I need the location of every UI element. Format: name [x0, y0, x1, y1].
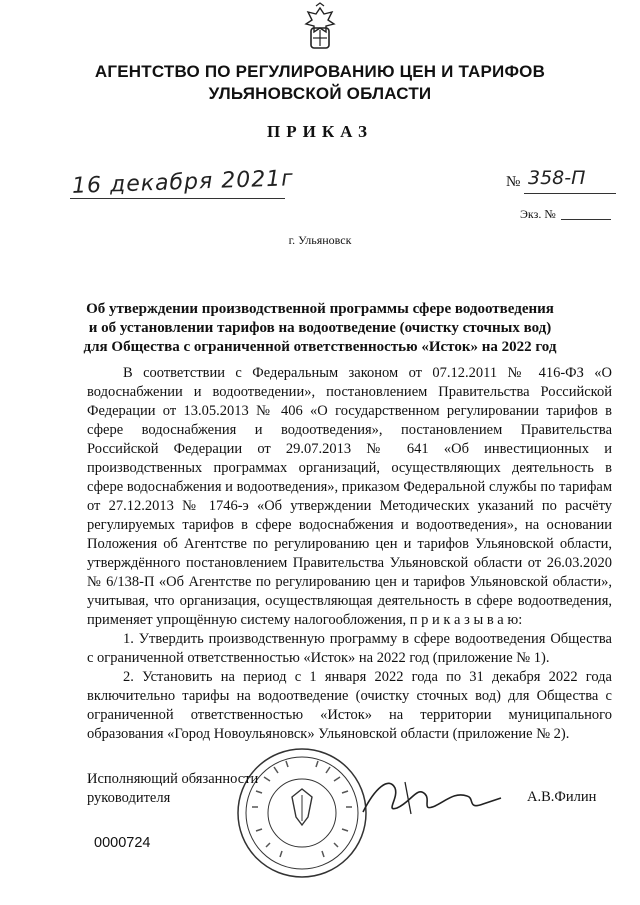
city: г. Ульяновск — [288, 233, 352, 247]
handwritten-number: 358-П — [528, 167, 586, 189]
preamble-paragraph: В соответствии с Федеральным законом от 07.12.2011 № 416-ФЗ «О водоснабжении и водоотведении», постановлением Правительства Российской Федерации от 13.05.2013 № 406 «О государственном регулировании тарифов в сфере водоснабжения и водоотведения», постановлением Правительства Российской Федерации от 29.07.2013 № 641 «Об инвестиционных и производственных программах организаций, осуществляющих деятельность в сфере водоснабжения и водоотведения», приказом Федеральной службы по тарифам от 27.12.2013 № 1746-э «Об утверждении Методических указаний по расчёту регулируемых тарифов в сфере водоснабжения и водоотведения», на основании Положения об Агентстве по регулированию цен и тарифов Ульяновской области, утверждённого постановлением Правительства Ульяновской области от 26.03.2020 № 6/138-П «Об Агентстве по регулированию цен и тарифов Ульяновской области», учитывая, что организация, осуществляющая деятельность в сфере водоотведения, применяет упрощённую систему налогообложения, п р и к а з ы в а ю: — [87, 365, 612, 628]
handwritten-date: 16 декабря 2021г — [71, 166, 295, 199]
document-type: ПРИКАЗ — [267, 122, 373, 141]
handwritten-signature — [355, 768, 505, 828]
order-title — [60, 300, 580, 357]
copy-number-label: Экз. № — [520, 207, 556, 221]
clause-1: 1. Утвердить производственную программу в сфере водоотведения Общества с ограниченной ответственностью «Исток» на 2022 год (приложение № 1). — [87, 631, 612, 666]
agency-name-line2: УЛЬЯНОВСКОЙ ОБЛАСТИ — [208, 84, 432, 103]
signatory-role-line2: руководителя — [87, 790, 171, 806]
document-code: 0000724 — [94, 835, 151, 851]
order-body — [87, 364, 612, 744]
official-seal-icon — [234, 745, 370, 881]
signatory-role — [87, 770, 258, 808]
coat-of-arms-icon — [294, 2, 346, 54]
order-title-line3: для Общества с ограниченной ответственностью «Исток» на 2022 год — [83, 339, 557, 355]
number-label: № — [506, 174, 521, 190]
number-underline — [524, 193, 616, 194]
date-underline — [70, 198, 285, 199]
copy-number-underline — [561, 219, 611, 220]
clause-2: 2. Установить на период с 1 января 2022 года по 31 декабря 2022 года включительно тарифы на водоотведение (очистку сточных вод) для Общества с ограниченной ответственностью «Исток» на территории муниципального образования «Город Новоульяновск» Ульяновской области (приложение № 2). — [87, 669, 612, 742]
agency-name-line1: АГЕНТСТВО ПО РЕГУЛИРОВАНИЮ ЦЕН И ТАРИФОВ — [94, 62, 546, 81]
signatory-name: А.В.Филин — [527, 789, 597, 805]
order-title-line2: и об установлении тарифов на водоотведение (очистку сточных вод) — [88, 320, 552, 336]
signatory-role-line1: Исполняющий обязанности — [87, 771, 259, 787]
order-title-line1: Об утверждении производственной программы сфере водоотведения — [86, 301, 554, 317]
